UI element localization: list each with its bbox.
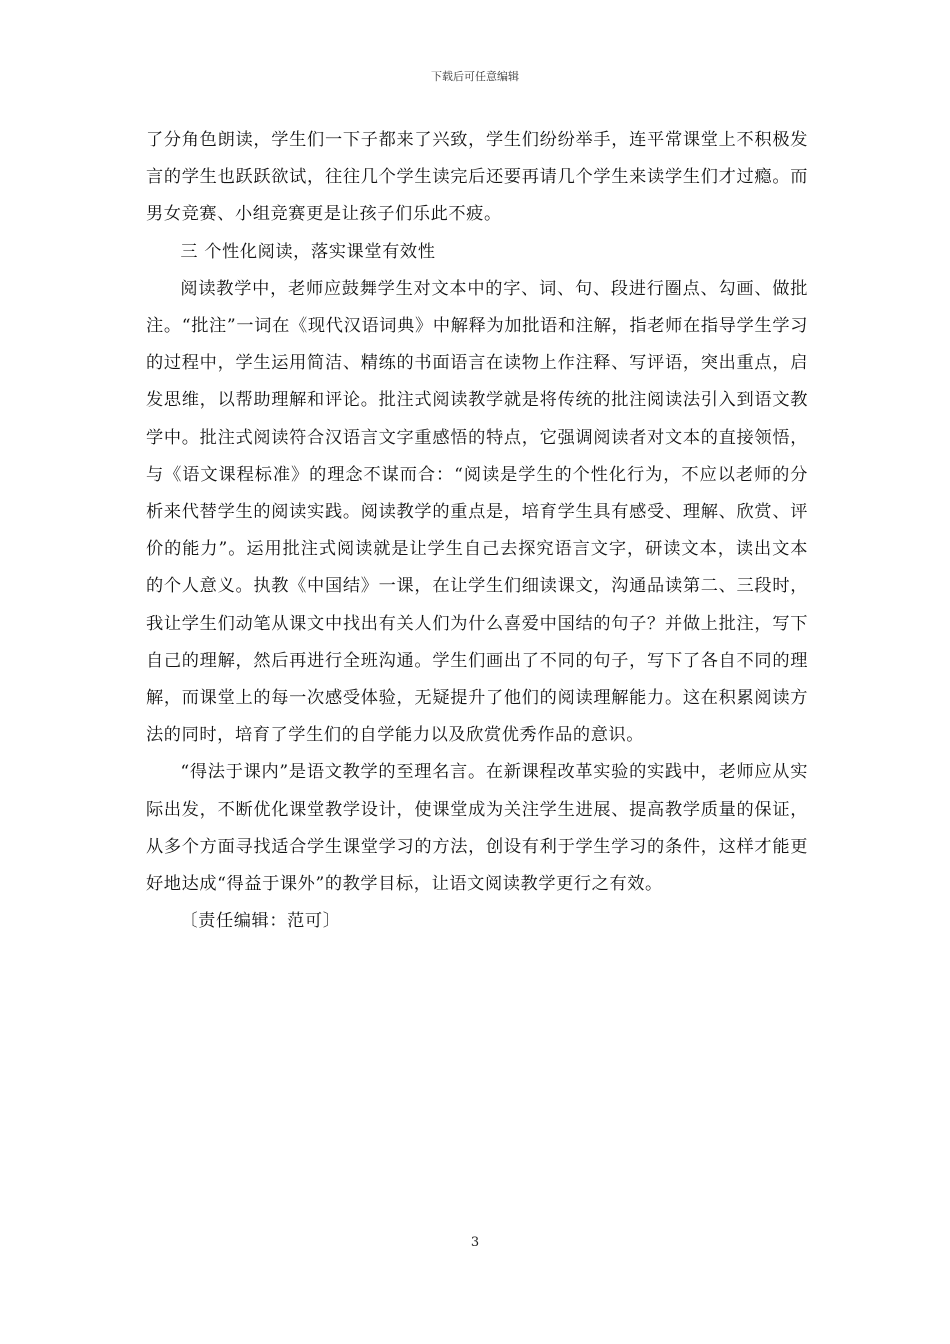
page-header: 下载后可任意编辑 xyxy=(431,70,519,83)
paragraph-conclusion: “得法于课内”是语文教学的至理名言。在新课程改革实验的实践中，老师应从实际出发，不断优化课堂教学设计，使课堂成为关注学生进展、提高教学质量的保证，从多个方面寻找适合学生课堂学习的方法，创设有利于学生学习的条件，这样才能更好地达成“得益于课外”的教学目标，让语文阅读教学更行之有效。 xyxy=(146,762,808,895)
section-heading: 三 个性化阅读，落实课堂有效性 xyxy=(180,241,436,262)
paragraph-annotation-reading: 阅读教学中，老师应鼓舞学生对文本中的字、词、句、段进行圈点、勾画、做批注。“批注”一词在《现代汉语词典》中解释为加批语和注解，指老师在指导学生学习的过程中，学生运用简洁、精练的书面语言在读物上作注释、写评语，突出重点，启发思维，以帮助理解和评论。批注式阅读教学就是将传统的批注阅读法引入到语文教学中。批注式阅读符合汉语言文字重感悟的特点，它强调阅读者对文本的直接领悟，与《语文课程标准》的理念不谋而合：“阅读是学生的个性化行为，不应以老师的分析来代替学生的阅读实践。阅读教学的重点是，培育学生具有感受、理解、欣赏、评价的能力”。运用批注式阅读就是让学生自己去探究语言文字，研读文本，读出文本的个人意义。执教《中国结》一课，在让学生们细读课文，沟通品读第二、三段时，我让学生们动笔从课文中找出有关人们为什么喜爱中国结的句子？并做上批注，写下自己的理解，然后再进行全班沟通。学生们画出了不同的句子，写下了各自不同的理解，而课堂上的每一次感受体验，无疑提升了他们的阅读理解能力。这在积累阅读方法的同时，培育了学生们的自学能力以及欣赏优秀作品的意识。 xyxy=(146,278,808,746)
editor-credit: 〔责任编辑：范可〕 xyxy=(180,911,341,932)
document-body xyxy=(146,122,808,940)
page-number: 3 xyxy=(470,1235,480,1250)
paragraph-continued: 了分角色朗读，学生们一下子都来了兴致，学生们纷纷举手，连平常课堂上不积极发言的学生也跃跃欲试，往往几个学生读完后还要再请几个学生来读学生们才过瘾。而男女竞赛、小组竞赛更是让孩子们乐此不疲。 xyxy=(146,130,808,225)
